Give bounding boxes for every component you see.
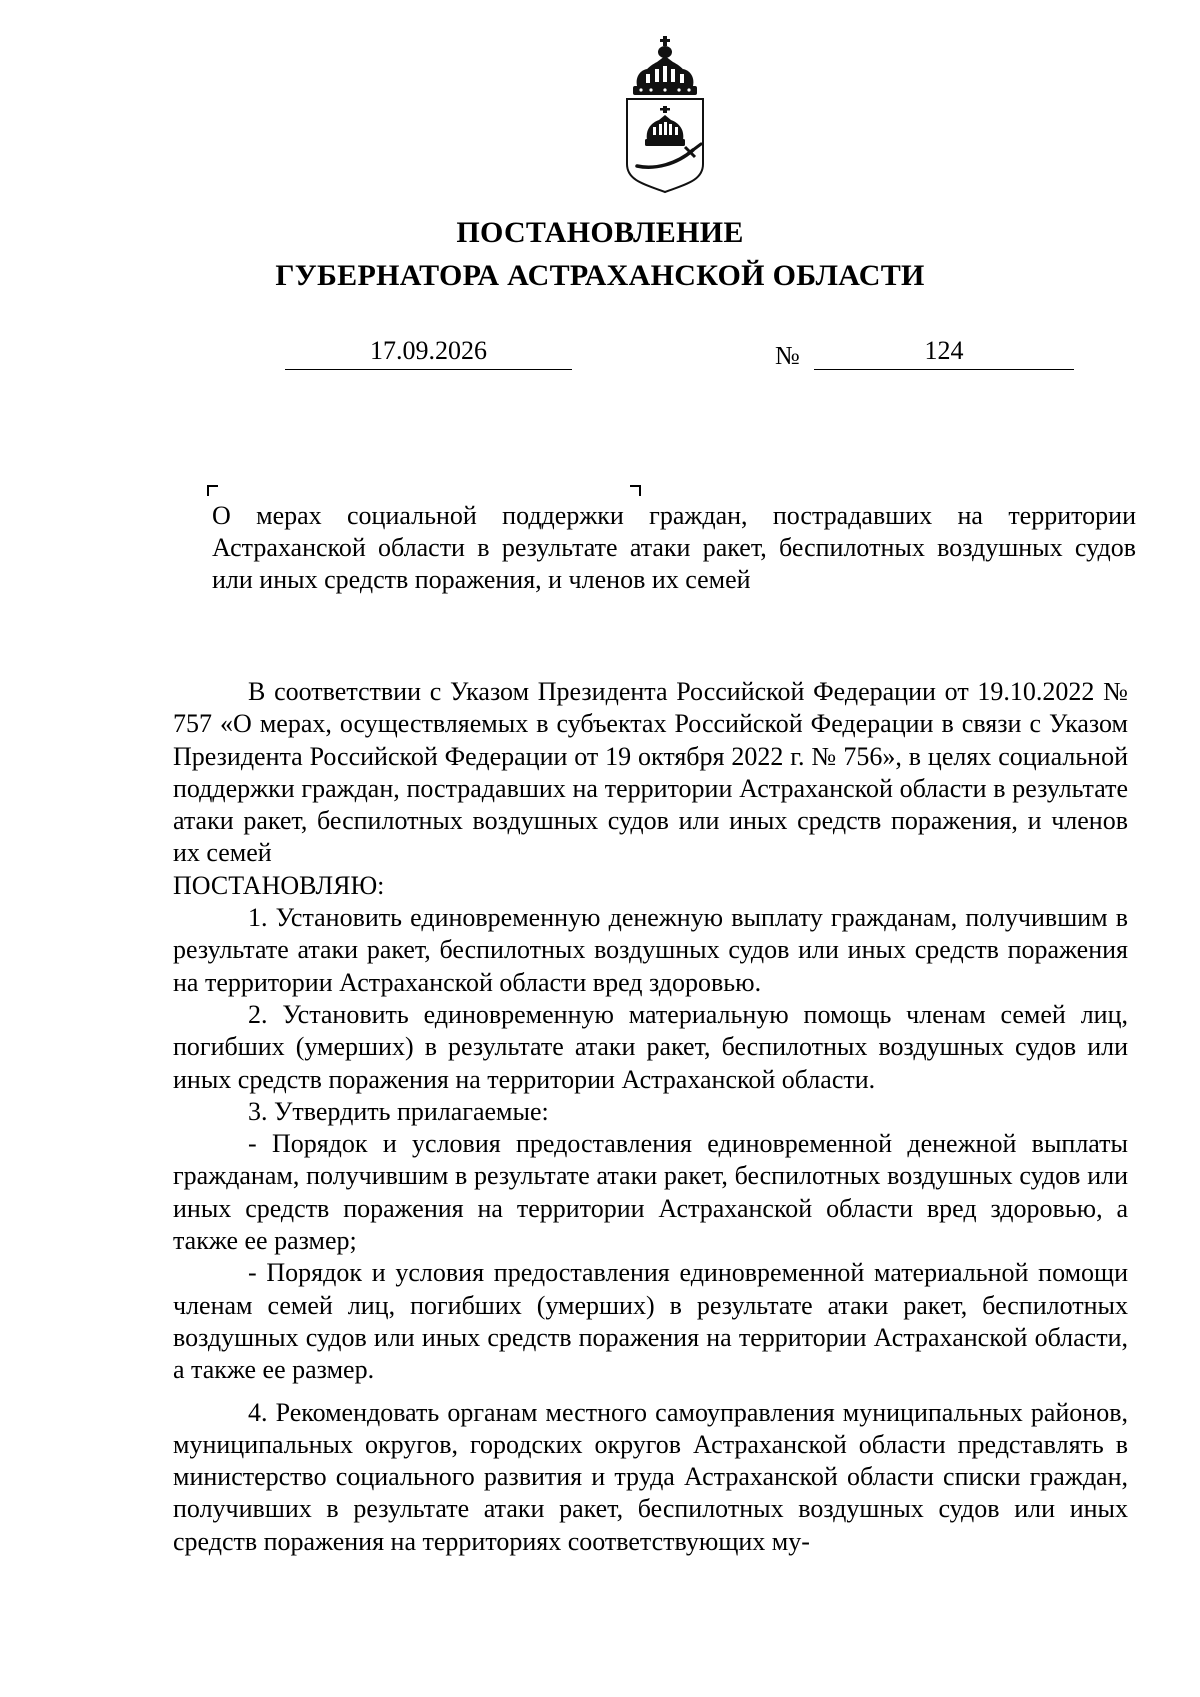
document-title: ПОСТАНОВЛЕНИЕ bbox=[456, 216, 744, 249]
document-issuer: ГУБЕРНАТОРА АСТРАХАНСКОЙ ОБЛАСТИ bbox=[275, 259, 925, 292]
decree-word: ПОСТАНОВЛЯЮ: bbox=[173, 870, 385, 900]
item-3-subitem-2: - Порядок и условия предоставления единовременной материальной помощи членам семей лиц, погибших (умерших) в результате атаки ракет, беспилотных воздушных судов или иных средств поражения на территории Астраханской области, а также ее размер. bbox=[173, 1258, 1128, 1385]
preamble-paragraph: В соответствии с Указом Президента Российской Федерации от 19.10.2022 № 757 «О мерах, осуществляемых в субъектах Российской Федерации в связи с Указом Президента Российской Федерации от 19 октября 2022 г. № 756», в целях социальной поддержки граждан, пострадавших на территории Астраханской области в результате атаки ракет, беспилотных воздушных судов или иных средств поражения, и членов их семей bbox=[173, 677, 1128, 868]
document-number: 124 bbox=[814, 333, 1074, 370]
subject-corner-right bbox=[630, 485, 641, 496]
item-3-subitem-1: - Порядок и условия предоставления единовременной денежной выплаты гражданам, получившим в результате атаки ракет, беспилотных воздушных судов или иных средств поражения на территории Астраханской области вред здоровью, а также ее размер; bbox=[173, 1129, 1128, 1256]
document-date: 17.09.2026 bbox=[285, 333, 572, 370]
number-sign: № bbox=[775, 341, 800, 370]
subject-corner-left bbox=[207, 485, 218, 496]
item-4: 4. Рекомендовать органам местного самоуправления муниципальных районов, муниципальных округов, городских округов Астраханской области представлять в министерство социального развития и труда Астраханской области списки граждан, получивших в результате атаки ракет, беспилотных воздушных судов или иных средств поражения на территориях соответствующих му- bbox=[173, 1397, 1128, 1556]
document-body bbox=[173, 676, 1128, 1558]
item-3: 3. Утвердить прилагаемые: bbox=[248, 1096, 549, 1126]
astrakhan-coat-of-arms-icon bbox=[615, 36, 715, 194]
document-subject: О мерах социальной поддержки граждан, пострадавших на территории Астраханской области в результате атаки ракет, беспилотных воздушных судов или иных средств поражения, и членов их семей bbox=[212, 501, 1136, 594]
item-2: 2. Установить единовременную материальную помощь членам семей лиц, погибших (умерших) в результате атаки ракет, беспилотных воздушных судов или иных средств поражения на территории Астраханской области. bbox=[173, 999, 1128, 1094]
item-1: 1. Установить единовременную денежную выплату гражданам, получившим в результате атаки ракет, беспилотных воздушных судов или иных средств поражения на территории Астраханской области вред здоровью. bbox=[173, 903, 1128, 997]
